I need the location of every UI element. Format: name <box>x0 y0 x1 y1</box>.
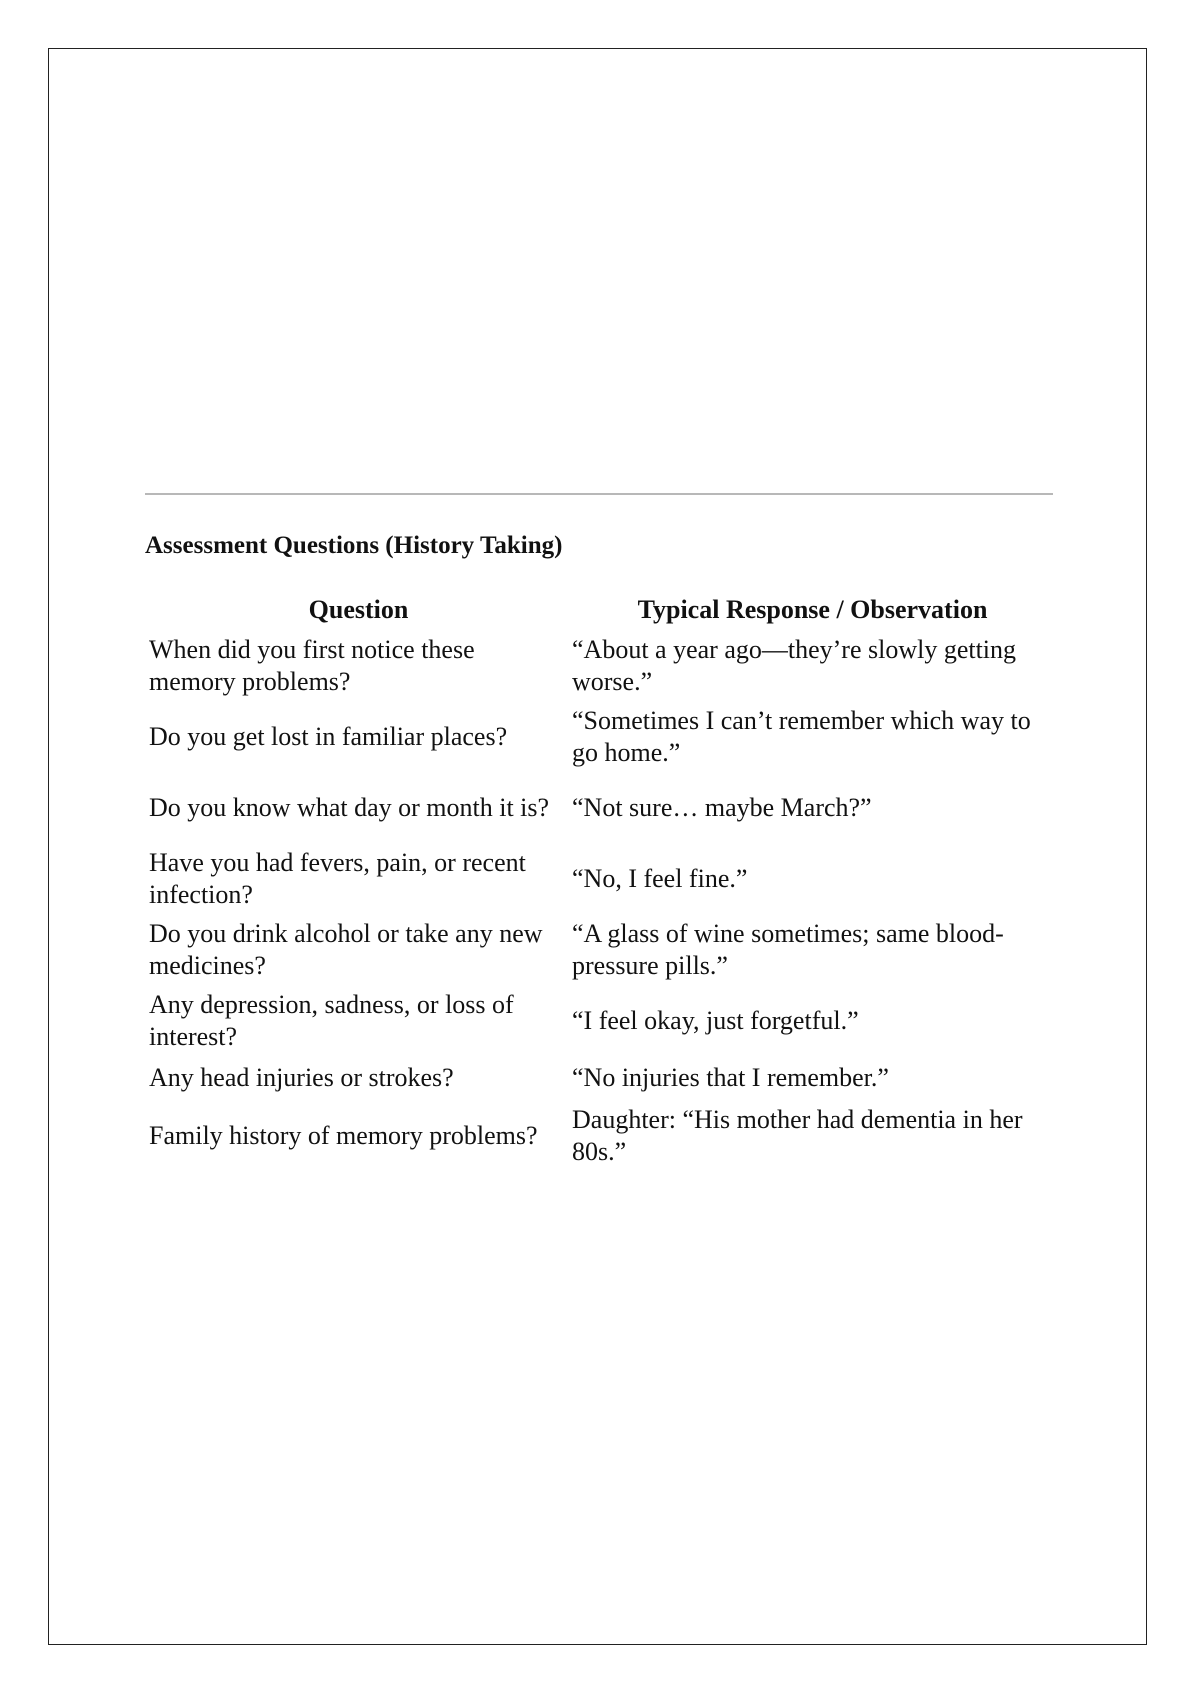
question-cell: Do you drink alcohol or take any new medicines? <box>149 918 543 980</box>
section-title: Assessment Questions (History Taking) <box>145 532 563 559</box>
table-row <box>145 701 1053 772</box>
response-cell: “Not sure… maybe March?” <box>572 792 872 822</box>
column-header-question: Question <box>308 595 409 624</box>
question-cell: Any head injuries or strokes? <box>149 1063 454 1092</box>
response-cell: “Sometimes I can’t remember which way to go home.” <box>572 705 1031 767</box>
response-cell: “No, I feel fine.” <box>572 863 748 893</box>
response-cell: “About a year ago—they’re slowly getting worse.” <box>572 634 1017 696</box>
question-cell: Do you get lost in familiar places? <box>149 721 508 751</box>
table-row <box>145 985 1053 1056</box>
horizontal-divider <box>145 493 1053 495</box>
question-cell: Have you had fevers, pain, or recent infection? <box>149 847 526 909</box>
table-row <box>145 843 1053 914</box>
assessment-questions-table <box>145 592 1053 1171</box>
table-row <box>145 630 1053 701</box>
response-cell: “A glass of wine sometimes; same blood-pressure pills.” <box>572 918 1004 980</box>
column-header-response: Typical Response / Observation <box>637 595 988 624</box>
table-row <box>145 772 1053 843</box>
question-cell: Family history of memory problems? <box>149 1120 538 1150</box>
table-row <box>145 914 1053 985</box>
table-row <box>145 1100 1053 1171</box>
response-cell: “I feel okay, just forgetful.” <box>572 1005 859 1035</box>
question-cell: Do you know what day or month it is? <box>149 792 550 822</box>
question-cell: When did you first notice these memory problems? <box>149 634 475 696</box>
response-cell: Daughter: “His mother had dementia in her 80s.” <box>572 1104 1023 1166</box>
table-header-row <box>145 592 1053 630</box>
response-cell: “No injuries that I remember.” <box>572 1063 889 1092</box>
table-row <box>145 1056 1053 1100</box>
question-cell: Any depression, sadness, or loss of interest? <box>149 989 514 1051</box>
